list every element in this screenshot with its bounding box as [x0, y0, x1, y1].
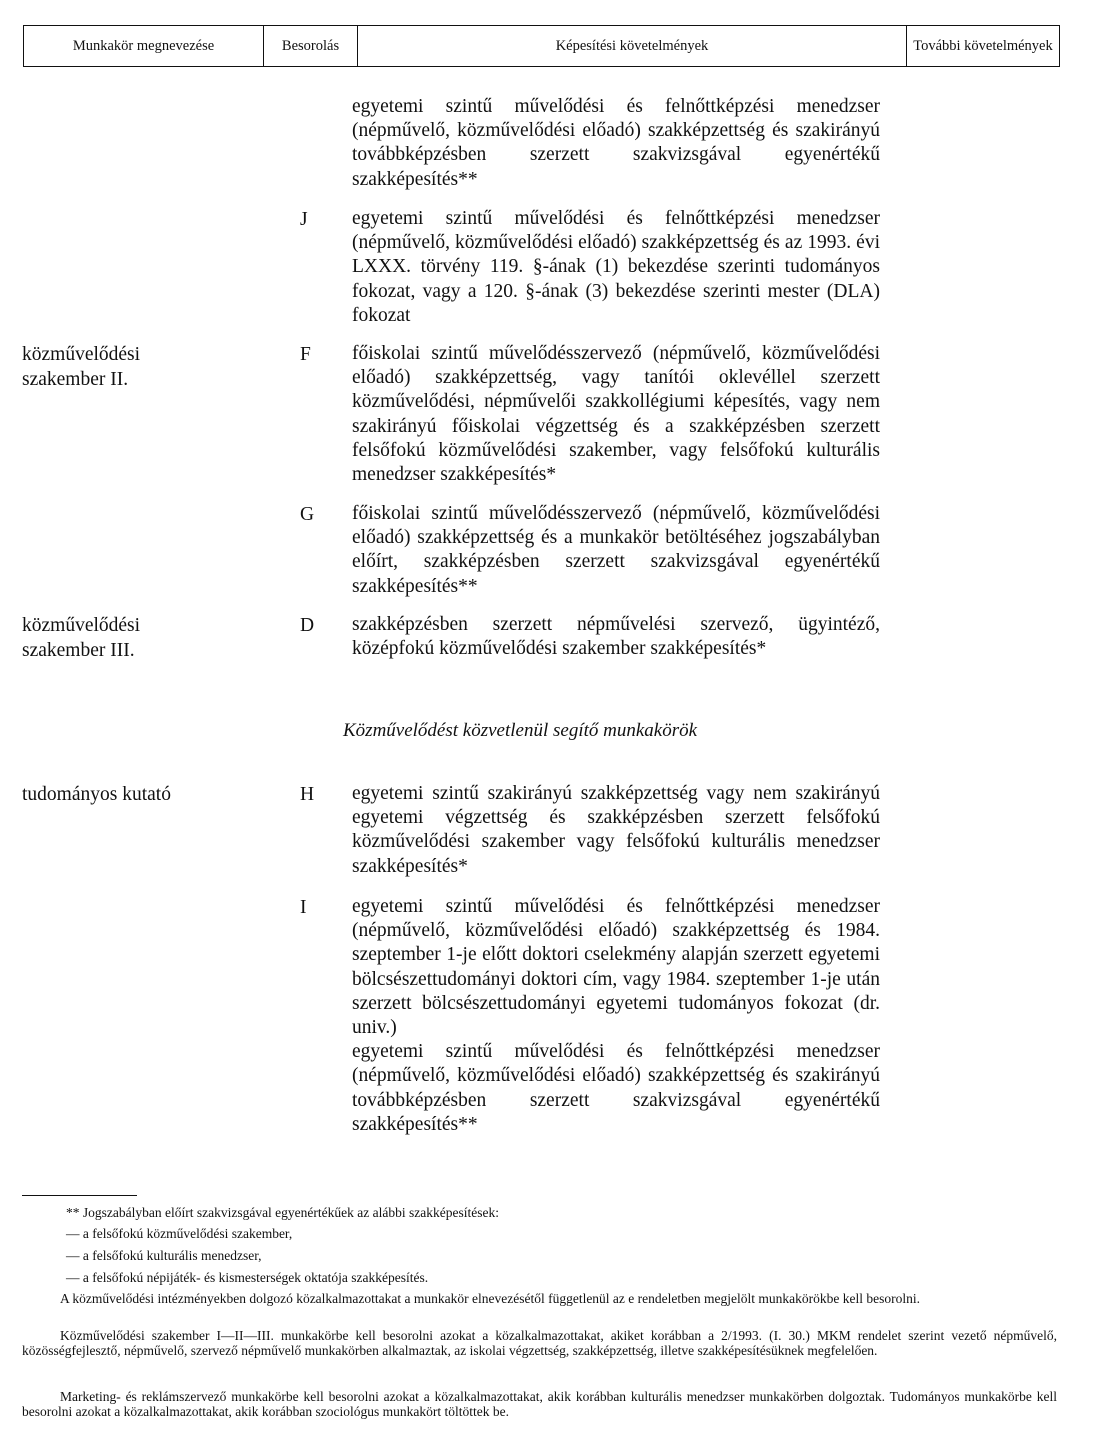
grade-label: H [300, 784, 315, 805]
requirement-text: egyetemi szintű művelődési és felnőttképzési menedzser (népművelő, közművelődési előadó) szakképzettség és 1984. szeptember 1-je előtt doktori cselekmény alapján szerzett egyetemi bölcsészettudományi doktori cím, vagy 1984. szeptember 1-je után szerzett bölcsészettudományi egyetemi tudományos fokozat (dr. univ.) [352, 896, 880, 1039]
requirement-text: egyetemi szintű művelődési és felnőttképzési menedzser (népművelő, közművelődési előadó) szakképzettség és az 1993. évi LXXX. törvény 119. §-ának (1) bekezdése szerinti tudományos fokozat, vagy a 120. §-ának (3) bekezdése szerinti mester (DLA) fokozat [352, 208, 880, 326]
job-title-line: közművelődési [22, 344, 141, 365]
job-title: tudományos kutató [22, 784, 171, 805]
requirement-text: szakképzésben szerzett népművelési szervező, ügyintéző, középfokú közművelődési szakember szakképesítés* [352, 614, 880, 660]
grade-label: I [300, 897, 307, 918]
footnote-divider [22, 1195, 137, 1196]
grade-label: F [300, 344, 311, 365]
footnote-heading: ** Jogszabályban előírt szakvizsgával egyenértékűek az alábbi szakképesítések: [66, 1205, 499, 1220]
footnote-item: — a felsőfokú népijáték- és kismesterségek oktatója szakképesítés. [66, 1270, 429, 1285]
requirement-text: főiskolai szintű művelődésszervező (népművelő, közművelődési előadó) szakképzettség és a munkakör betöltéséhez jogszabályban előírt, szakképzésben szerzett szakvizsgával egyenértékű szakképesítés** [352, 503, 880, 597]
footnote-paragraph: Marketing- és reklámszervező munkakörbe kell besorolni azokat a közalkalmazottakat, akik korábban kulturális menedzser munkakörben dolgoztak. Tudományos munkakörbe kell besorolni azokat a közalkalmazottakat, akik korábban szociológus munkakört töltöttek be. [22, 1389, 1057, 1419]
grade-label: G [300, 504, 315, 525]
job-title-line: szakember III. [22, 640, 135, 661]
footnote-paragraph: A közművelődési intézményekben dolgozó közalkalmazottakat a munkakör elnevezésétől függetlenül az e rendeletben megjelölt munkakörökbe kell besorolni. [60, 1291, 920, 1306]
footnote-item: — a felsőfokú közművelődési szakember, [66, 1226, 293, 1241]
requirement-text: főiskolai szintű művelődésszervező (népművelő, közművelődési előadó) szakképzettség, vagy tanítói oklevéllel szerzett közművelődési, népművelői szakkollégiumi képesítés, vagy nem szakirányú főiskolai végzettség és a szakképzésben szerzett felsőfokú közművelődési szakember, vagy felsőfokú kulturális menedzser szakképesítés* [352, 343, 880, 486]
requirement-text: egyetemi szintű művelődési és felnőttképzési menedzser (népművelő, közművelődési előadó) szakképzettség és szakirányú továbbképzésben szerzett szakvizsgával egyenértékű szakképesítés** [352, 96, 880, 190]
footnote-paragraph: Közművelődési szakember I—II—III. munkakörbe kell besorolni azokat a közalkalmazottakat, akiket korábban a 2/1993. (I. 30.) MKM rendelet szerint vezető népművelő, közösségfejlesztő, népművelő, szervező népművelő munkakörben alkalmaztak, az iskolai végzettség, szakképzettség, illetve szakképesítésüknek megfelelően. [22, 1328, 1057, 1358]
requirement-text-block [352, 895, 880, 1137]
header-additional: További követelmények [913, 38, 1053, 54]
header-job-title: Munkakör megnevezése [24, 26, 264, 66]
job-title-line: szakember II. [22, 369, 129, 390]
job-title-line: közművelődési [22, 615, 141, 636]
header-qualification: Képesítési követelmények [358, 26, 907, 66]
requirement-text: egyetemi szintű szakirányú szakképzettség vagy nem szakirányú egyetemi végzettség és szakképzésben szerzett felsőfokú közművelődési szakember vagy felsőfokú kulturális menedzser szakképesítés* [352, 783, 880, 877]
section-title-text: Közművelődést közvetlenül segítő munkakörök [343, 720, 698, 741]
grade-label: D [300, 615, 315, 636]
header-grade: Besorolás [264, 26, 358, 66]
footnote-item: — a felsőfokú kulturális menedzser, [66, 1248, 262, 1263]
table-header [23, 25, 1060, 67]
requirement-text: egyetemi szintű művelődési és felnőttképzési menedzser (népművelő, közművelődési előadó) szakképzettség és szakirányú továbbképzésben szerzett szakvizsgával egyenértékű szakképesítés** [352, 1041, 880, 1135]
grade-label: J [300, 209, 308, 230]
